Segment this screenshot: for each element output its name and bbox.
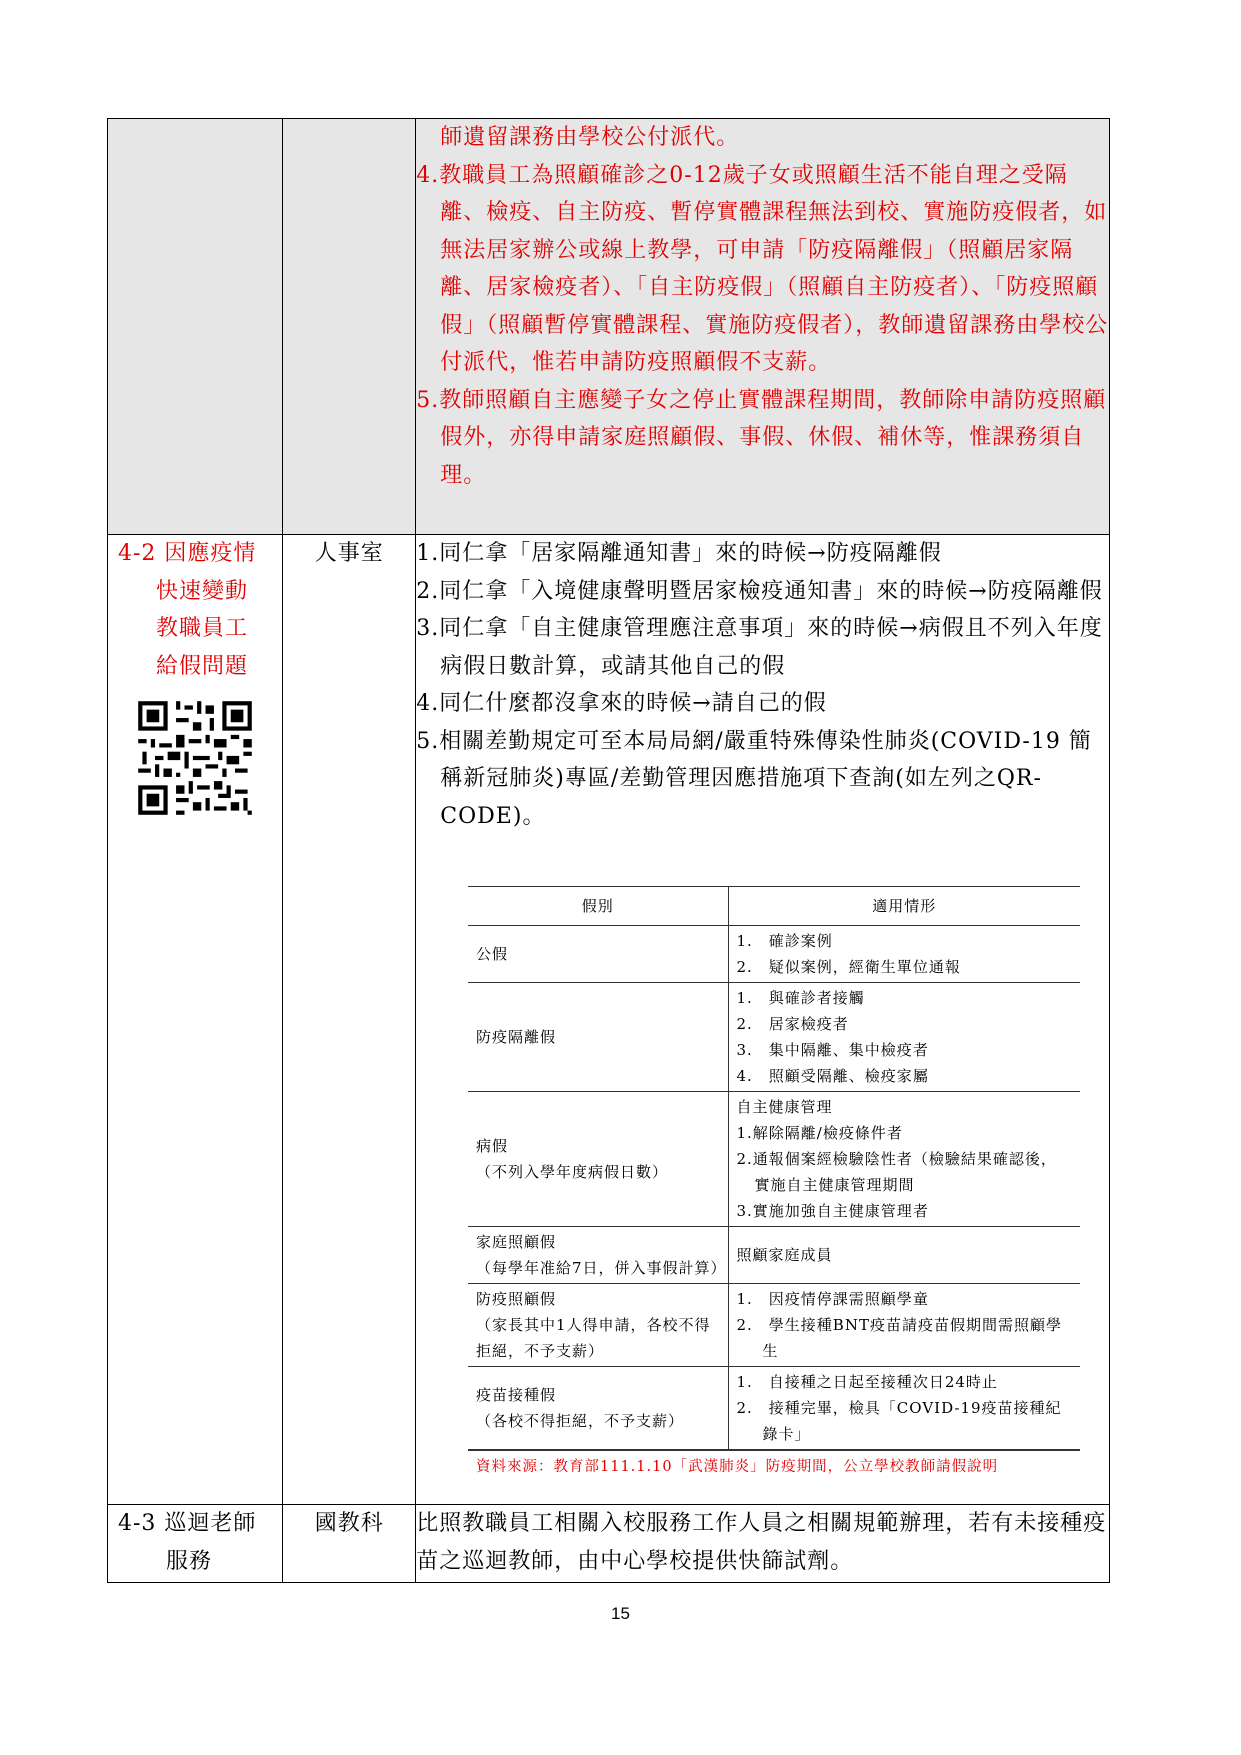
topic-cell-empty [108, 119, 283, 535]
leave-row: 家庭照顧假 （每學年准給7日，併入事假計算） 照顧家庭成員 [468, 1227, 1080, 1284]
leave-types-table-wrap [468, 886, 1080, 1480]
dept-name: 國教科 [314, 1511, 384, 1536]
item-1: 1.同仁拿「居家隔離通知書」來的時候→防疫隔離假 [416, 541, 942, 566]
leave-row: 公假 1. 確診案例 2. 疑似案例，經衛生單位通報 [468, 926, 1080, 983]
item-3: 3.同仁拿「自主健康管理應注意事項」來的時候→病假且不列入年度病假日數計算，或請其他自己的假 [416, 616, 1103, 679]
header-applicable: 適用情形 [728, 887, 1080, 926]
leave-table-header [468, 887, 1080, 926]
leave-row: 防疫照顧假 （家長其中1人得申請，各校不得拒絕，不予支薪） 1. 因疫情停課需照顧學童 2. 學生接種BNT疫苗請疫苗假期間需照顧學生 [468, 1284, 1080, 1367]
leave-types-table [468, 886, 1080, 1450]
leave-row: 病假 （不列入學年度病假日數） 自主健康管理 1.解除隔離/檢疫條件者 2.通報個案經檢驗陰性者（檢驗結果確認後，實施自主健康管理期間 3.實施加強自主健康管理者 [468, 1092, 1080, 1227]
item-4: 4.同仁什麼都沒拿來的時候→請自己的假 [416, 691, 827, 716]
item-5: 5.相關差勤規定可至本局局網/嚴重特殊傳染性肺炎(COVID-19 簡稱新冠肺炎)專區/差勤管理因應措施項下查詢(如左列之QR-CODE)。 [416, 728, 1092, 829]
page-number: 15 [611, 1604, 630, 1623]
dept-name: 人事室 [314, 541, 384, 566]
dept-cell [283, 1505, 416, 1583]
topic-cell [108, 535, 283, 1505]
topic-title: 4-2 因應疫情 快速變動 教職員工 給假問題 [118, 541, 257, 679]
continued-line: 師遺留課務由學校公付派代。 [440, 125, 740, 150]
leave-row: 疫苗接種假 （各校不得拒絕，不予支薪） 1. 自接種之日起至接種次日24時止 2. 接種完畢，檢具「COVID-19疫苗接種紀錄卡」 [468, 1367, 1080, 1450]
item-5: 5.教師照顧自主應變子女之停止實體課程期間，教師除申請防疫照顧假外，亦得申請家庭照顧假、事假、休假、補休等，惟課務須自理。 [416, 387, 1107, 488]
qr-code-icon[interactable] [119, 697, 271, 819]
leave-row: 防疫隔離假 1. 與確診者接觸 2. 居家檢疫者 3. 集中隔離、集中檢疫者 4. 照顧受隔離、檢疫家屬 [468, 983, 1080, 1092]
content-cell [416, 1505, 1110, 1583]
item-4: 4.教職員工為照顧確診之0-12歲子女或照顧生活不能自理之受隔離、檢疫、自主防疫、暫停實體課程無法到校、實施防疫假者，如無法居家辦公或線上教學，可申請「防疫隔離假」（照顧居家隔離、居家檢疫者）、「自主防疫假」（照顧自主防疫者）、「防疫照顧假」（照顧暫停實體課程、實施防疫假者），教師遺留課務由學校公付派代，惟若申請防疫照顧假不支薪。 [416, 162, 1109, 375]
topic-cell [108, 1505, 283, 1583]
row-4-3 [108, 1505, 1110, 1583]
header-leave-type: 假別 [468, 887, 728, 926]
table-source-note: 資料來源：教育部111.1.10「武漢肺炎」防疫期間，公立學校教師請假說明 [468, 1450, 1080, 1480]
content-text: 比照教職員工相關入校服務工作人員之相關規範辦理，若有未接種疫苗之巡迴教師，由中心學校提供快篩試劑。 [416, 1511, 1107, 1574]
dept-cell-empty [283, 119, 416, 535]
dept-cell [283, 535, 416, 1505]
topic-title: 4-3 巡迴老師 服務 [118, 1511, 257, 1574]
row-4-1-continued [108, 119, 1110, 535]
content-cell [416, 119, 1110, 535]
item-2: 2.同仁拿「入境健康聲明暨居家檢疫通知書」來的時候→防疫隔離假 [416, 578, 1103, 604]
